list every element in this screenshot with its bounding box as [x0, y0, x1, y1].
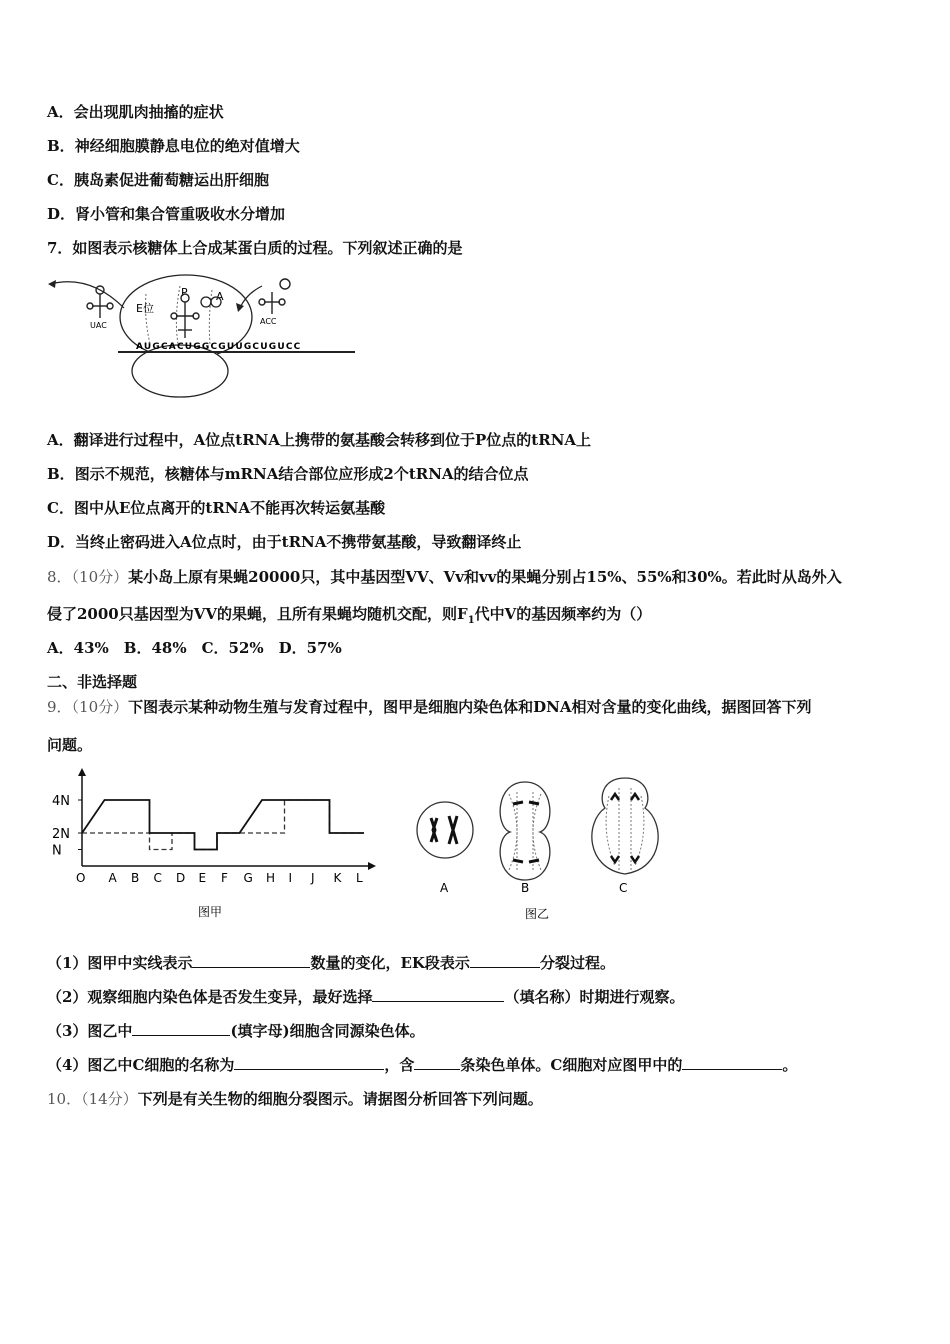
x-tick-label: D	[176, 871, 186, 885]
figure-b-caption: 图乙	[525, 907, 550, 921]
chromosome-icon	[611, 856, 619, 862]
x-tick-label: L	[356, 871, 363, 885]
x-tick-label: J	[311, 871, 315, 885]
q8-options: A．43% B．48% C．52% D．57%	[47, 639, 342, 657]
chromosome-dna-chart	[50, 768, 380, 923]
answer-blank[interactable]	[470, 953, 540, 968]
ribosome-figure	[40, 272, 360, 412]
x-axis-arrow-icon	[368, 862, 376, 870]
chart-caption: 图甲	[198, 905, 223, 919]
mrna-sequence: AUGCACUGGCGUUGCUGUCC	[136, 342, 302, 352]
x-tick-label: E	[198, 871, 207, 885]
q9-line-2: 问题。	[47, 736, 93, 754]
q10-line: 10．（14分）下列是有关生物的细胞分裂图示。请据图分析回答下列问题。	[47, 1090, 543, 1108]
q7-option-d: D．当终止密码进入A位点时，由于tRNA不携带氨基酸，导致翻译终止	[47, 533, 522, 551]
chromosome-icon	[611, 794, 619, 800]
cell-a	[417, 802, 473, 858]
q7-stem: 7．如图表示核糖体上合成某蛋白质的过程。下列叙述正确的是	[47, 239, 463, 257]
answer-blank[interactable]	[234, 1055, 384, 1070]
incoming-arrow-icon	[240, 286, 262, 308]
q7-option-b: B．图示不规范，核糖体与mRNA结合部位应形成2个tRNA的结合位点	[47, 465, 529, 483]
q7-option-a: A．翻译进行过程中，A位点tRNA上携带的氨基酸会转移到位于P位点的tRNA上	[47, 431, 592, 449]
chromosome-icon	[631, 856, 639, 862]
answer-blank[interactable]	[132, 1021, 230, 1036]
x-tick-label: F	[221, 871, 228, 885]
anticodon-right: ACC	[260, 317, 277, 326]
q9-sub-2: （2）观察细胞内染色体是否发生变异，最好选择 （填名称）时期进行观察。	[47, 988, 685, 1006]
cell-c-label: C	[619, 881, 628, 895]
y-tick-label: 2N	[52, 827, 70, 842]
anticodon-left: UAC	[90, 321, 107, 330]
x-tick-label: O	[76, 871, 86, 885]
chromosome-icon	[513, 860, 539, 862]
y-tick-label: N	[52, 843, 62, 859]
x-tick-label: G	[243, 871, 253, 885]
q9-sub-1: （1）图甲中实线表示 数量的变化，EK段表示 分裂过程。	[47, 954, 615, 972]
chromosome-icon	[513, 802, 539, 804]
q8-line-1: 8．（10分）某小岛上原有果蝇20000只，其中基因型VV、Vv和vv的果蝇分别占15%、55%和30%。若此时从岛外入	[47, 568, 842, 586]
chromosome-icon	[449, 816, 457, 844]
q9-line-1: 9．（10分）下图表示某种动物生殖与发育过程中，图甲是细胞内染色体和DNA相对含量的变化曲线，据图回答下列	[47, 698, 812, 716]
q6-option-d: D．肾小管和集合管重吸收水分增加	[47, 205, 286, 223]
section-heading: 二、非选择题	[47, 673, 138, 691]
amino-acid-icon	[201, 297, 211, 307]
answer-blank[interactable]	[414, 1055, 460, 1070]
q6-option-c: C．胰岛素促进葡萄糖运出肝细胞	[47, 171, 269, 189]
q9-sub-4: （4）图乙中C细胞的名称为 ，含 条染色单体。C细胞对应图甲中的 。	[47, 1056, 798, 1074]
x-tick-label: B	[131, 871, 140, 885]
y-tick-label: 4N	[52, 794, 70, 809]
e-site-label: E位	[136, 302, 154, 315]
x-tick-label: H	[266, 871, 276, 885]
x-tick-label: I	[288, 871, 293, 885]
q8-line-2: 侵了2000只基因型为VV的果蝇，且所有果蝇均随机交配，则$F_1$代中V的基因频率约为（）	[47, 605, 652, 626]
x-tick-label: A	[108, 871, 117, 885]
q6-option-a: A．会出现肌肉抽搐的症状	[47, 103, 224, 121]
chromosome-icon	[431, 818, 437, 842]
cell-division-figure	[405, 772, 675, 922]
answer-blank[interactable]	[372, 987, 504, 1002]
answer-blank[interactable]	[682, 1055, 782, 1070]
cell-c	[592, 778, 658, 874]
trna-incoming-icon	[259, 279, 290, 314]
x-tick-label: K	[333, 871, 342, 885]
p-site-label: P	[181, 286, 188, 299]
trna-leaving-icon	[87, 286, 113, 318]
cell-a-label: A	[440, 881, 449, 895]
trna-p-site-icon	[171, 294, 199, 338]
q6-option-b: B．神经细胞膜静息电位的绝对值增大	[47, 137, 300, 155]
q9-sub-3: （3）图乙中 (填字母)细胞含同源染色体。	[47, 1022, 425, 1040]
answer-blank[interactable]	[192, 953, 310, 968]
cell-b-label: B	[521, 881, 530, 895]
y-axis-arrow-icon	[78, 768, 86, 776]
chromosome-icon	[631, 794, 639, 800]
solid-series-line	[82, 800, 364, 850]
arrowhead-icon	[48, 280, 56, 288]
x-tick-label: C	[153, 871, 162, 885]
a-site-label: A	[216, 290, 224, 303]
q7-option-c: C．图中从E位点离开的tRNA不能再次转运氨基酸	[47, 499, 386, 517]
arrowhead-icon	[236, 303, 244, 312]
cell-b	[500, 782, 550, 880]
dashed-series-line	[82, 800, 364, 850]
